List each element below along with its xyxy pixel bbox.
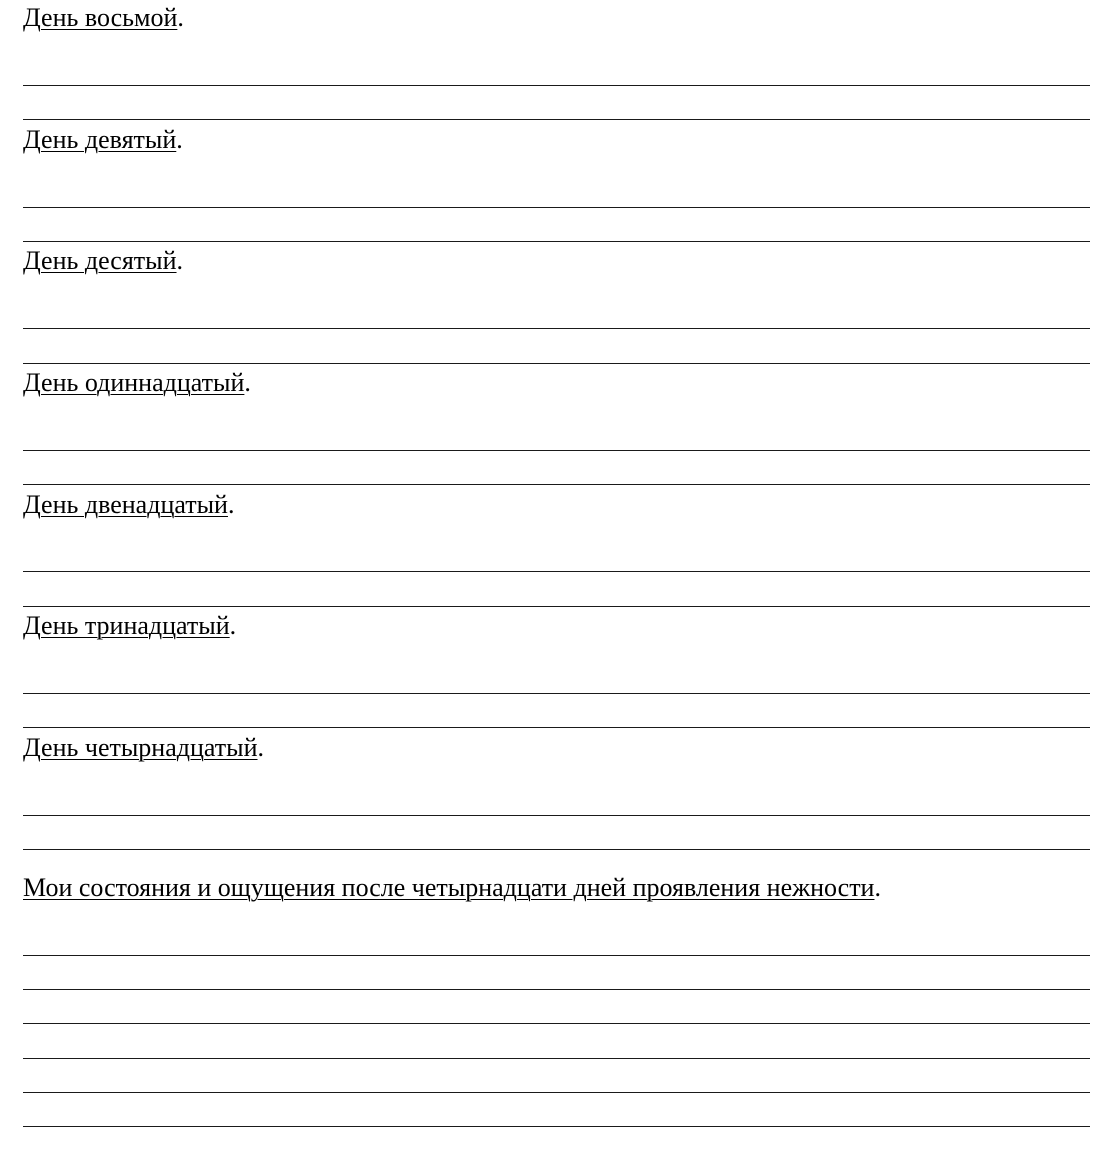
section-title: День одиннадцатый: [23, 368, 245, 397]
section-title: День десятый: [23, 246, 177, 275]
section-heading-day-10: [23, 245, 183, 277]
answer-line[interactable]: [23, 1126, 1090, 1127]
section-heading-day-12: [23, 489, 234, 521]
section-title-period: .: [244, 368, 251, 397]
answer-line[interactable]: [23, 1023, 1090, 1024]
answer-line[interactable]: [23, 727, 1090, 728]
section-title-period: .: [176, 125, 183, 154]
section-title: День двенадцатый: [23, 490, 228, 519]
answer-line[interactable]: [23, 450, 1090, 451]
answer-line[interactable]: [23, 955, 1090, 956]
section-heading-reflection: [23, 872, 881, 904]
answer-line[interactable]: [23, 484, 1090, 485]
answer-line[interactable]: [23, 1058, 1090, 1059]
section-title: День девятый: [23, 125, 177, 154]
answer-line[interactable]: [23, 815, 1090, 816]
section-title: День четырнадцатый: [23, 733, 258, 762]
section-heading-day-9: [23, 124, 183, 156]
answer-line[interactable]: [23, 693, 1090, 694]
section-title-period: .: [176, 246, 184, 275]
answer-line[interactable]: [23, 606, 1090, 607]
answer-line[interactable]: [23, 241, 1090, 242]
section-title: День восьмой: [23, 3, 178, 32]
answer-line[interactable]: [23, 207, 1090, 208]
answer-line[interactable]: [23, 119, 1090, 120]
answer-line[interactable]: [23, 85, 1090, 86]
section-title: День тринадцатый: [23, 611, 230, 640]
answer-line[interactable]: [23, 1092, 1090, 1093]
section-title-period: .: [177, 3, 184, 32]
section-title: Мои состояния и ощущения после четырнадцати дней проявления нежности: [23, 873, 875, 902]
answer-line[interactable]: [23, 571, 1090, 572]
section-heading-day-14: [23, 732, 264, 764]
section-title-period: .: [874, 873, 881, 902]
answer-line[interactable]: [23, 363, 1090, 364]
section-heading-day-11: [23, 367, 251, 399]
section-title-period: .: [229, 611, 237, 640]
answer-line[interactable]: [23, 989, 1090, 990]
section-title-period: .: [227, 490, 235, 519]
section-heading-day-13: [23, 610, 236, 642]
section-title-period: .: [257, 733, 265, 762]
answer-line[interactable]: [23, 328, 1090, 329]
section-heading-day-8: [23, 2, 184, 34]
answer-line[interactable]: [23, 849, 1090, 850]
